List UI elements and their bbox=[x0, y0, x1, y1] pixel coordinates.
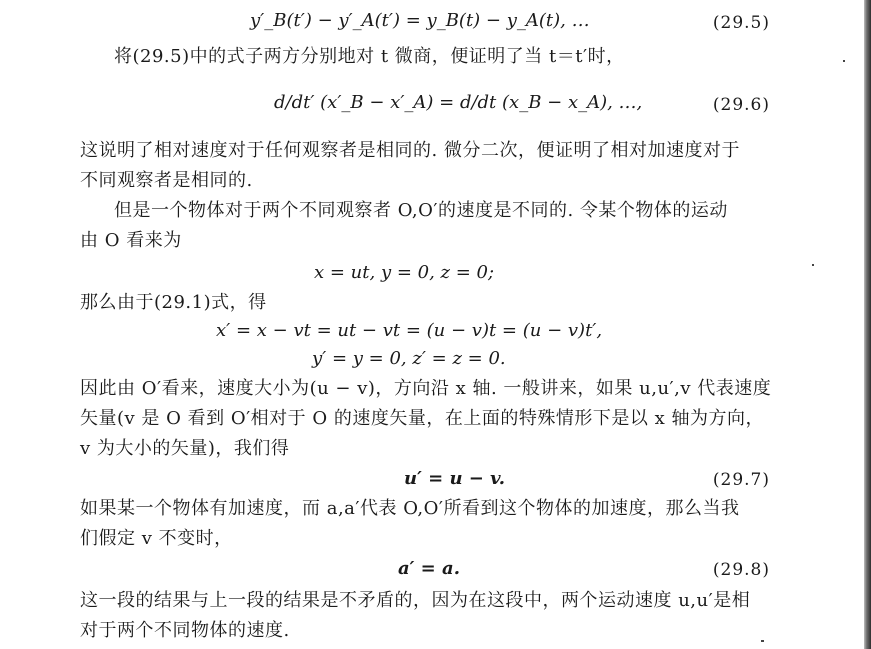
equation-number: (29.6) bbox=[712, 95, 770, 115]
equation-text: d/dt′ (x′_B − x′_A) = d/dt (x_B − x_A), …, bbox=[274, 92, 643, 113]
equation-number: (29.5) bbox=[712, 13, 770, 33]
line-text: 这说明了相对速度对于任何观察者是相同的. 微分二次，便证明了相对加速度对于 bbox=[80, 140, 740, 161]
line-text: 这一段的结果与上一段的结果是不矛盾的，因为在这段中，两个运动速度 u,u′是相 bbox=[80, 590, 751, 611]
equation-29-5 bbox=[0, 10, 864, 36]
line-text: 由 O 看来为 bbox=[80, 230, 182, 251]
line-text: 那么由于(29.1)式，得 bbox=[80, 292, 267, 313]
scan-speck bbox=[843, 60, 845, 62]
line-text: 不同观察者是相同的. bbox=[80, 170, 253, 191]
line-text: 但是一个物体对于两个不同观察者 O,O′的速度是不同的. 令某个物体的运动 bbox=[114, 200, 728, 221]
equation-text: u′ = u − v. bbox=[404, 468, 506, 489]
equation-text: x = ut, y = 0, z = 0; bbox=[314, 262, 495, 283]
equation-number: (29.8) bbox=[712, 560, 770, 580]
line-text: 如果某一个物体有加速度，而 a,a′代表 O,O′所看到这个物体的加速度，那么当我 bbox=[80, 498, 740, 519]
equation-text: x′ = x − vt = ut − vt = (u − v)t = (u − v)t′, bbox=[216, 320, 603, 341]
equation-text: y′ = y = 0, z′ = z = 0. bbox=[312, 348, 506, 369]
line-text: 因此由 O′看来，速度大小为(u − v)，方向沿 x 轴. 一般讲来，如果 u,u′,v 代表速度 bbox=[80, 378, 772, 399]
line-text: v 为大小的矢量)，我们得 bbox=[80, 438, 290, 459]
scan-speck bbox=[812, 264, 814, 266]
scanner-border bbox=[864, 0, 871, 649]
line-text: 对于两个不同物体的速度. bbox=[80, 620, 290, 641]
equation-text: a′ = a. bbox=[398, 558, 460, 579]
equation-29-6 bbox=[0, 92, 864, 122]
scan-speck bbox=[761, 640, 764, 642]
equation-number: (29.7) bbox=[712, 470, 770, 490]
line-text: 矢量(v 是 O 看到 O′相对于 O 的速度矢量，在上面的特殊情形下是以 x 轴为方向， bbox=[80, 408, 764, 429]
line-text: 将(29.5)中的式子两方分别地对 t 微商，便证明了当 t＝t′时， bbox=[114, 46, 625, 67]
equation-text: y′_B(t′) − y′_A(t′) = y_B(t) − y_A(t), … bbox=[250, 10, 590, 31]
line-text: 们假定 v 不变时， bbox=[80, 528, 233, 549]
